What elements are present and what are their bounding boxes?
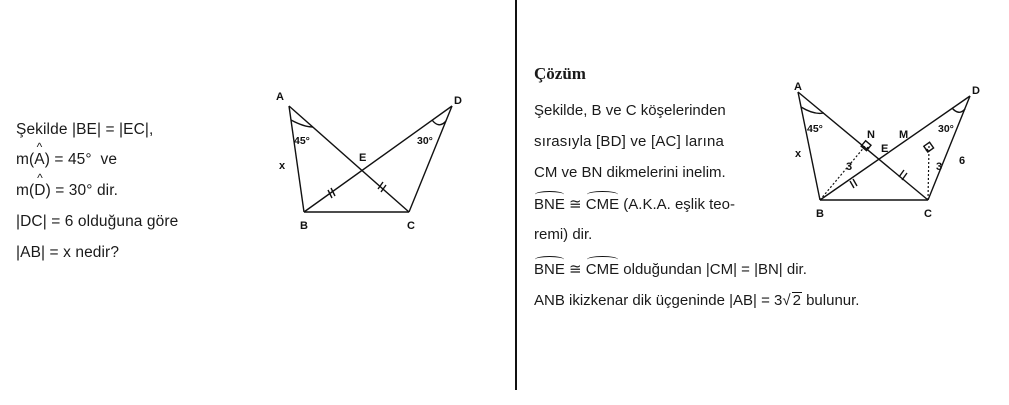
point-label-A: A: [794, 81, 802, 93]
question-line-1: Şekilde |BE| = |EC|,: [16, 121, 154, 138]
tick-mark-BE-2: [853, 179, 857, 186]
perpendicular-CM: [928, 146, 929, 200]
solution-line-7: ANB ikizkenar dik üçgeninde |AB| = 3√ 2 bulunur.: [534, 292, 860, 309]
point-label-D: D: [972, 85, 980, 97]
point-label-N: N: [867, 129, 875, 141]
solution-line-2: sırasıyla [BD] ve [AC] larına: [534, 133, 725, 150]
tick-mark-BE-1: [850, 181, 854, 188]
segment-AC: [798, 92, 928, 200]
point-label-B: B: [300, 220, 308, 232]
point-dot-N: [867, 147, 870, 150]
solution-line-1: Şekilde, B ve C köşelerinden: [534, 102, 726, 119]
length-label-CM: 3: [936, 161, 943, 173]
solution-line-3: CM ve BN dikmelerini inelim.: [534, 164, 726, 181]
panel-divider: [515, 0, 517, 390]
solution-panel: [518, 0, 1009, 405]
point-label-E: E: [881, 143, 889, 155]
question-line-3: m(^ D) = 30° dir.: [16, 182, 118, 200]
angle-label-D: 30°: [417, 135, 433, 147]
angle-label-A: 45°: [807, 123, 823, 135]
point-label-E: E: [359, 152, 367, 164]
segment-BD: [820, 96, 970, 200]
length-label-DC: 6: [959, 155, 966, 167]
solution-line-4: BNE ≅ CME (A.K.A. eşlik teo-: [534, 196, 735, 213]
tick-mark-EC-2: [902, 173, 907, 180]
point-label-C: C: [924, 208, 932, 220]
point-label-C: C: [407, 220, 415, 232]
angle-label-D: 30°: [938, 123, 954, 135]
segment-AC: [289, 106, 409, 212]
point-label-A: A: [276, 91, 284, 103]
point-dot-M: [926, 149, 929, 152]
angle-label-A: 45°: [294, 135, 310, 147]
solution-line-5: remi) dir.: [534, 226, 593, 243]
tick-mark-EC-1: [899, 170, 904, 177]
question-figure: [270, 86, 470, 236]
point-label-B: B: [816, 208, 824, 220]
segment-AB: [289, 106, 304, 212]
solution-line-6: BNE ≅ CME olduğundan |CM| = |BN| dir.: [534, 261, 807, 278]
solution-figure: [786, 74, 986, 229]
side-label-x: x: [795, 148, 802, 160]
question-line-4: |DC| = 6 olduğuna göre: [16, 213, 179, 230]
point-label-D: D: [454, 95, 462, 107]
point-label-M: M: [899, 129, 909, 141]
side-label-x: x: [279, 160, 286, 172]
question-line-2: m(^ A) = 45° ve: [16, 151, 117, 169]
question-line-5: |AB| = x nedir?: [16, 244, 120, 261]
length-label-BN: 3: [846, 161, 853, 173]
angle-arc-D: [952, 108, 965, 112]
angle-arc-D: [432, 120, 446, 125]
solution-title: Çözüm: [534, 64, 586, 83]
